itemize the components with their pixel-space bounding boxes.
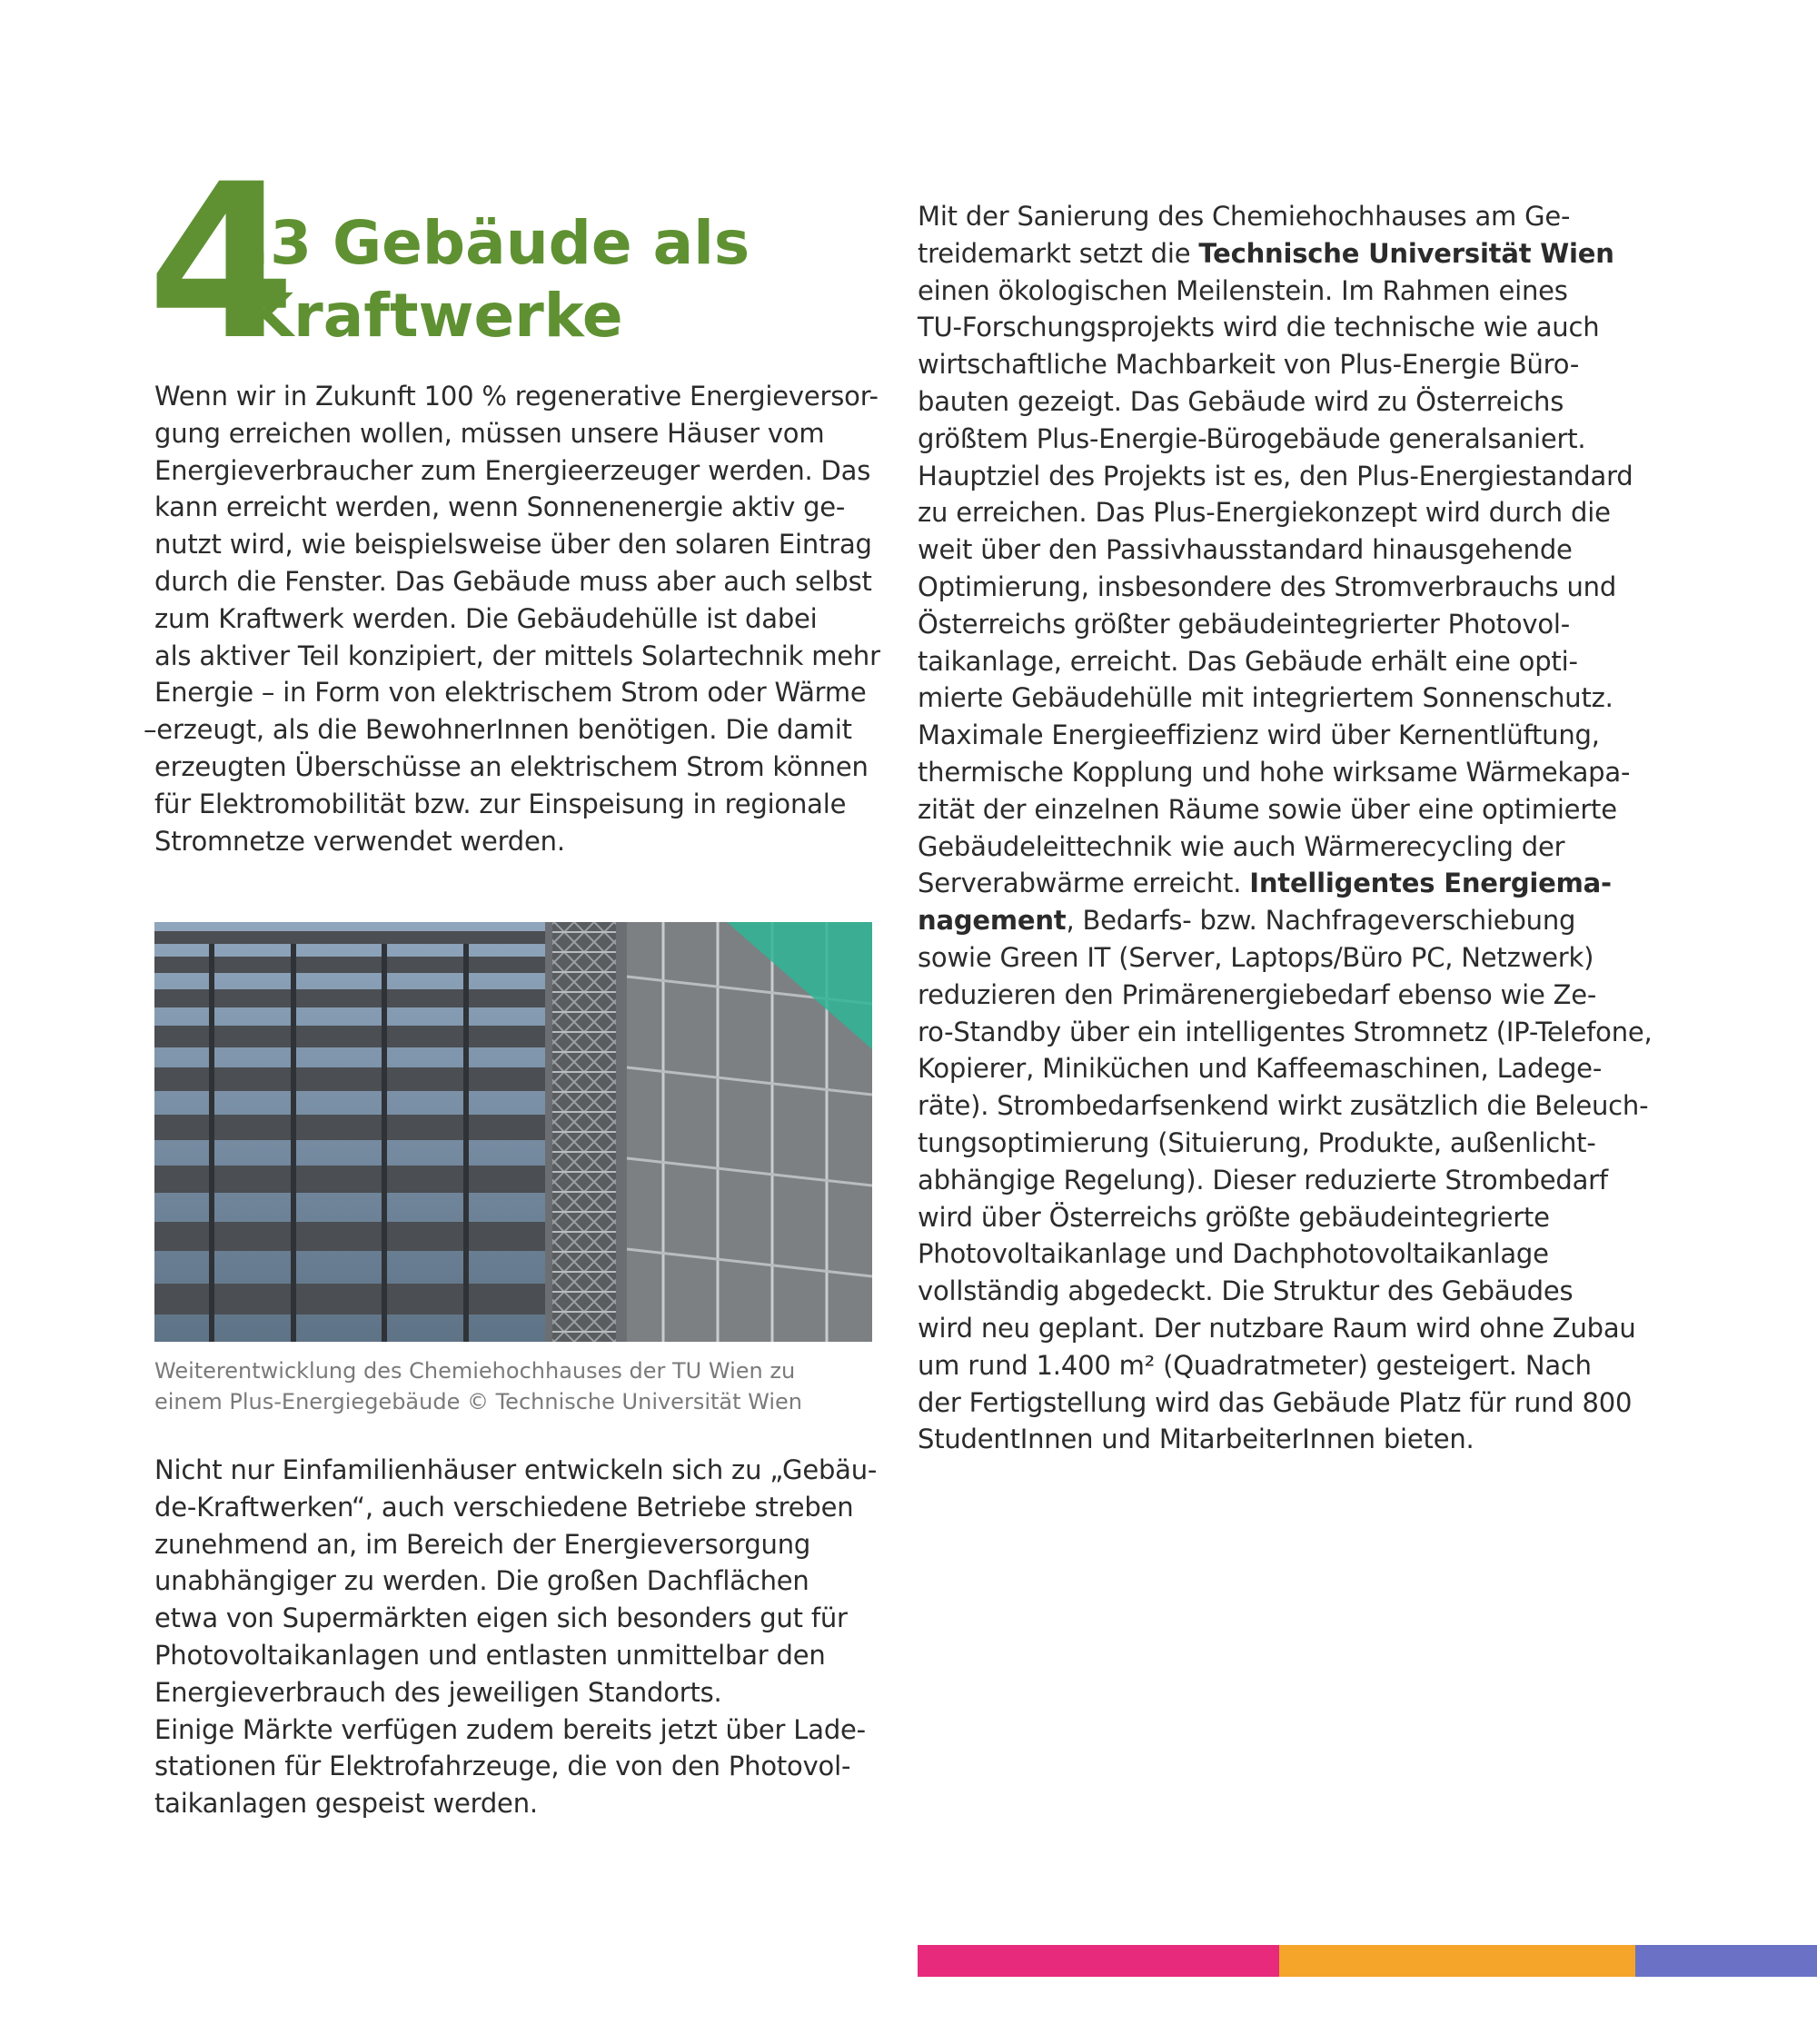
text-line: Wenn wir in Zukunft 100 % regenerative Energieversor- — [154, 381, 879, 412]
text-line — [918, 868, 1612, 898]
color-bar-orange — [1279, 1945, 1635, 1977]
text-line: Energie – in Form von elektrischem Strom oder Wärme — [154, 677, 867, 709]
text-line: wirtschaftliche Machbarkeit von Plus-Energie Büro- — [918, 349, 1580, 381]
text-line: als aktiver Teil konzipiert, der mittels Solartechnik mehr — [154, 640, 880, 671]
text-line: tungsoptimierung (Situierung, Produkte, außenlicht- — [918, 1126, 1596, 1158]
text-line: Energieverbraucher zum Energieerzeuger werden. Das — [154, 454, 871, 486]
text-line: räte). Strombedarfsenkend wirkt zusätzlich die Beleuch- — [918, 1090, 1649, 1122]
text-line — [918, 238, 1614, 269]
text-line: der Fertigstellung wird das Gebäude Platz für rund 800 — [918, 1386, 1633, 1418]
text-line: vollständig abgedeckt. Die Struktur des Gebäudes — [918, 1275, 1574, 1307]
second-paragraph — [154, 1452, 881, 1822]
text-line — [918, 905, 1575, 936]
text-line: zität der einzelnen Räume sowie über eine optimierte — [918, 793, 1617, 825]
color-bar-pink — [918, 1945, 1279, 1977]
text-segment: , Bedarfs- bzw. Nachfrageverschiebung — [1066, 905, 1576, 937]
text-line: gung erreichen wollen, müssen unsere Häuser vom — [154, 417, 825, 449]
text-line: durch die Fenster. Das Gebäude muss aber auch selbst — [154, 565, 872, 597]
text-line: einen ökologischen Meilenstein. Im Rahmen eines — [918, 274, 1568, 306]
text-line: bauten gezeigt. Das Gebäude wird zu Österreichs — [918, 385, 1564, 417]
text-line: zu erreichen. Das Plus-Energiekonzept wird durch die — [918, 497, 1611, 529]
text-line: Kopierer, Miniküchen und Kaffeemaschinen, Ladege- — [918, 1053, 1603, 1085]
text-line: ro-Standby über ein intelligentes Stromnetz (IP-Telefone, — [918, 1016, 1653, 1047]
text-line: zunehmend an, im Bereich der Energieversorgung — [154, 1528, 811, 1560]
text-line: Maximale Energieeffizienz wird über Kernentlüftung, — [918, 719, 1600, 751]
intro-paragraph — [144, 378, 881, 859]
text-line: Energieverbrauch des jeweiligen Standorts. — [154, 1676, 722, 1708]
text-line: wird über Österreichs größte gebäudeintegrierte — [918, 1201, 1550, 1233]
text-line: Gebäudeleittechnik wie auch Wärmerecycling der — [918, 830, 1565, 862]
text-line: Optimierung, insbesondere des Stromverbrauchs und — [918, 571, 1617, 602]
section-title-line-1: .3 Gebäude als — [247, 208, 750, 278]
section-number: 4 — [147, 139, 291, 387]
text-line: taikanlagen gespeist werden. — [154, 1788, 538, 1820]
text-line: TU-Forschungsprojekts wird die technische wie auch — [918, 312, 1600, 343]
emphasis-tu-wien: Technische Universität Wien — [1198, 237, 1614, 269]
text-line: mierte Gebäudehülle mit integriertem Sonnenschutz. — [918, 682, 1613, 714]
text-line: reduzieren den Primärenergiebedarf ebenso wie Ze- — [918, 978, 1597, 1010]
caption-line: einem Plus-Energiegebäude © Technische Universität Wien — [154, 1389, 802, 1414]
text-line: größtem Plus-Energie-Bürogebäude generalsaniert. — [918, 422, 1586, 454]
text-line: Stromnetze verwendet werden. — [154, 825, 565, 857]
text-line: abhängige Regelung). Dieser reduzierte Strombedarf — [918, 1164, 1608, 1196]
text-line: Photovoltaikanlage und Dachphotovoltaikanlage — [918, 1238, 1549, 1270]
building-photo — [154, 922, 872, 1342]
text-line: stationen für Elektrofahrzeuge, die von den Photovol- — [154, 1751, 851, 1782]
text-line: sowie Green IT (Server, Laptops/Büro PC, Netzwerk) — [918, 941, 1594, 973]
text-segment: Serverabwärme erreicht. — [918, 868, 1250, 899]
text-line: etwa von Supermärkten eigen sich besonders gut für — [154, 1602, 848, 1634]
text-line: de-Kraftwerken“, auch verschiedene Betriebe streben — [154, 1491, 854, 1523]
caption-line: Weiterentwicklung des Chemiehochhauses der TU Wien zu — [154, 1358, 796, 1384]
section-title — [247, 207, 750, 352]
text-line: wird neu geplant. Der nutzbare Raum wird ohne Zubau — [918, 1312, 1636, 1344]
text-line: kann erreicht werden, wenn Sonnenenergie aktiv ge- — [154, 491, 846, 523]
emphasis-energy-management: Intelligentes Energiema- — [1249, 868, 1612, 899]
text-line: Hauptziel des Projekts ist es, den Plus-Energiestandard — [918, 460, 1633, 491]
facade — [154, 922, 545, 1342]
text-line: StudentInnen und MitarbeiterInnen bieten. — [918, 1424, 1474, 1455]
color-bar-blue — [1635, 1945, 1817, 1977]
text-line: zum Kraftwerk werden. Die Gebäudehülle ist dabei — [154, 602, 818, 634]
emphasis-energy-management-cont: nagement — [918, 905, 1067, 937]
text-line: weit über den Passivhausstandard hinausgehende — [918, 534, 1573, 566]
text-line: nutzt wird, wie beispielsweise über den solaren Eintrag — [154, 529, 872, 561]
text-line: Photovoltaikanlagen und entlasten unmittelbar den — [154, 1639, 826, 1671]
text-line: Mit der Sanierung des Chemiehochhauses am Ge- — [918, 201, 1571, 232]
text-line: taikanlage, erreicht. Das Gebäude erhält eine opti- — [918, 645, 1578, 677]
text-line: erzeugten Überschüsse an elektrischem Strom können — [154, 750, 869, 782]
text-line: –erzeugt, als die BewohnerInnen benötigen. Die damit — [144, 714, 852, 746]
section-title-line-2: Kraftwerke — [247, 281, 623, 351]
scaffolding — [545, 922, 872, 1342]
text-line: unabhängiger zu werden. Die großen Dachflächen — [154, 1565, 809, 1597]
text-line: Einige Märkte verfügen zudem bereits jetzt über Lade- — [154, 1713, 866, 1745]
photo-caption — [154, 1355, 881, 1417]
text-line: thermische Kopplung und hohe wirksame Wärmekapa- — [918, 756, 1631, 788]
text-line: Österreichs größter gebäudeintegrierter Photovol- — [918, 608, 1571, 640]
text-line: für Elektromobilität bzw. zur Einspeisung in regionale — [154, 788, 847, 819]
text-segment: treidemarkt setzt die — [918, 237, 1199, 269]
text-line: um rund 1.400 m² (Quadratmeter) gesteigert. Nach — [918, 1349, 1592, 1381]
right-column-paragraph — [918, 198, 1653, 1458]
text-line: Nicht nur Einfamilienhäuser entwickeln sich zu „Gebäu- — [154, 1454, 878, 1485]
